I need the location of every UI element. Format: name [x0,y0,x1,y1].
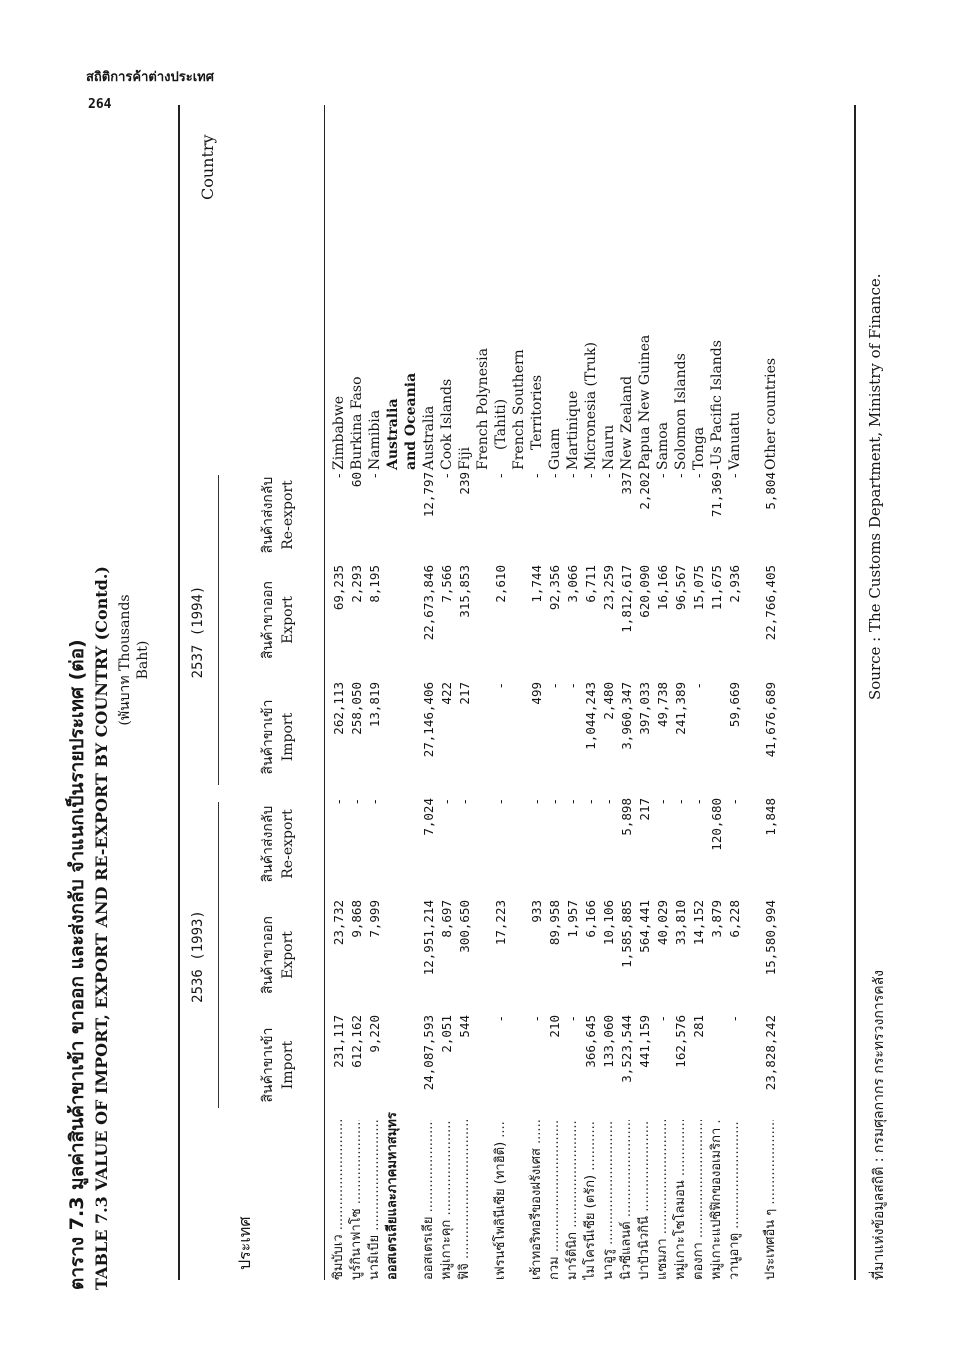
table-row [366,100,384,1300]
value-cell: 9,868 [349,900,364,938]
value-cell: 69,235 [331,565,346,611]
table-row [708,100,726,1300]
value-cell: - [331,472,346,480]
value-cell: - [691,682,706,690]
value-cell: 120,680 [709,798,724,851]
country-name-thai: กวม ..... [546,1120,564,1280]
value-cell: - [439,472,454,480]
section-row [402,100,420,1300]
value-cell: 1,812,617 [619,565,634,633]
table-body [330,100,780,1300]
running-head: สถิติการค้าต่างประเทศ [86,70,214,85]
country-name-thai: หมู่เกาะคุก ..... [438,1120,456,1280]
table-title-english: TABLE 7.3 VALUE OF IMPORT, EXPORT AND RE-EXPORT BY COUNTRY (Contd.) [92,566,111,1290]
country-name-english: Namibia [367,409,383,470]
value-cell: - [457,798,472,806]
value-cell: 71,369 [709,472,724,518]
value-cell: 217 [457,682,472,705]
country-name-english: Other countries [763,357,779,470]
col-label-thai: สินค้าส่งกลับ [260,805,276,883]
value-cell: 24,087,593 [421,1015,436,1091]
value-cell: - [367,472,382,480]
country-name-thai: ฟิจิ ..... [456,1120,474,1280]
value-cell: 397,033 [637,682,652,735]
value-cell: 1,044,243 [583,682,598,750]
source-english: Source : The Customs Department, Ministry of Finance. [866,273,884,700]
value-cell: 92,356 [547,565,562,611]
country-name-english: Guam [547,428,563,470]
section-row [384,100,402,1300]
col-import-1993 [258,1015,298,1115]
value-cell: - [727,472,742,480]
value-cell: 2,293 [349,565,364,603]
value-cell: 6,166 [583,900,598,938]
value-cell: 612,162 [349,1015,364,1068]
value-cell: - [583,798,598,806]
country-name-thai: นาอูรู ..... [600,1120,618,1280]
value-cell: - [673,472,688,480]
value-cell: 12,797 [421,472,436,518]
country-name-english: -Us Pacific Islands [709,340,725,470]
col-export-1994 [258,565,298,675]
value-cell: - [655,1015,670,1023]
value-cell: 1,585,885 [619,900,634,968]
country-name-english: French Southern [511,349,527,470]
value-cell: 1,957 [565,900,580,938]
value-cell: - [493,798,508,806]
value-cell: - [547,472,562,480]
value-cell: - [547,798,562,806]
value-cell: 7,999 [367,900,382,938]
country-name-thai: ปาปัวนิวกินี ..... [636,1120,654,1280]
col-label-english: Import [280,1040,296,1090]
table-row [672,100,690,1300]
value-cell: 241,389 [673,682,688,735]
value-cell: - [727,1015,742,1023]
unit-label: (พันบาท Thousands Baht) [117,594,151,726]
country-name-english: (Tahiti) [493,398,509,450]
value-cell: - [565,798,580,806]
col-reexport-1993 [258,798,298,890]
country-name-english: Solomon Islands [673,353,689,470]
value-cell: 1,848 [763,798,778,836]
value-cell: 933 [529,900,544,923]
col-label-english: Import [280,712,296,762]
country-name-thai: เซ้าทอริทอรี่ของฝรั่งเศส ..... [528,1120,546,1280]
value-cell: 7,566 [439,565,454,603]
value-cell: - [493,1015,508,1023]
value-cell: 60 [349,472,364,488]
value-cell: 3,960,347 [619,682,634,750]
col-label-thai: สินค้าขาออก [260,915,276,995]
col-export-1993 [258,900,298,1010]
value-cell: 2,480 [601,682,616,720]
table-row [474,100,492,1300]
value-cell: - [529,798,544,806]
value-cell: 40,029 [655,900,670,946]
value-cell: - [727,798,742,806]
table-row [636,100,654,1300]
country-name-english: Papua New Guinea [637,334,653,470]
country-name-thai: หมู่เกาะโซโลมอน ..... [672,1120,690,1280]
value-cell: 2,936 [727,565,742,603]
table-bottom-rule [854,105,856,1280]
country-name-thai: ไมโครนีเซีย (ตรัก) ..... [582,1120,600,1280]
table-row [420,100,438,1300]
source-thai: ที่มาแห่งข้อมูลสถิติ : กรมศุลกากร กระทรวงการคลัง [871,970,887,1280]
value-cell: 6,711 [583,565,598,603]
value-cell: 620,090 [637,565,652,618]
value-cell: 41,676,689 [763,682,778,758]
value-cell: 2,610 [493,565,508,603]
country-name-thai: มาร์ตินิก ..... [564,1120,582,1280]
value-cell: 499 [529,682,544,705]
table-row [726,100,744,1300]
table-row [618,100,636,1300]
col-label-english: Re-export [280,480,296,550]
year-1994-rule [218,475,219,785]
table-row [546,100,564,1300]
country-name-thai: หมู่เกาะแปซิฟิกของอเมริกา ..... [708,1120,726,1280]
value-cell: 8,697 [439,900,454,938]
country-name-english: French Polynesia [475,348,491,470]
value-cell: 22,673,846 [421,565,436,641]
value-cell: 15,075 [691,565,706,611]
value-cell: 27,146,406 [421,682,436,758]
value-cell: - [601,472,616,480]
value-cell: - [655,798,670,806]
value-cell: 564,441 [637,900,652,953]
value-cell: 2,051 [439,1015,454,1053]
col-label-english: Export [280,931,296,979]
value-cell: 8,195 [367,565,382,603]
value-cell: 258,050 [349,682,364,735]
table-row [492,100,510,1300]
country-name-thai: นิวซีแลนด์ ..... [618,1120,636,1280]
table-row [438,100,456,1300]
value-cell: 7,024 [421,798,436,836]
country-name-thai: เฟรนซ์โพลินีเซีย (ทาฮิติ) ..... [492,1120,510,1280]
value-cell: 1,744 [529,565,544,603]
value-cell: 366,645 [583,1015,598,1068]
table-row [330,100,348,1300]
country-name-thai: แซมภา ..... [654,1120,672,1280]
country-name-english: Nauru [601,424,617,470]
value-cell: - [529,472,544,480]
value-cell: 5,804 [763,472,778,510]
table-row [456,100,474,1300]
country-name-english: Samoa [655,422,671,470]
table-row [510,100,528,1300]
value-cell: 315,853 [457,565,472,618]
country-name-english: Burkina Faso [349,376,365,470]
value-cell: 89,958 [547,900,562,946]
value-cell: - [565,1015,580,1023]
country-name-english: Cook Islands [439,378,455,470]
value-cell: 17,223 [493,900,508,946]
col-label-english: Export [280,596,296,644]
value-cell: 337 [619,472,634,495]
col-reexport-1994 [258,472,298,558]
value-cell: 9,220 [367,1015,382,1053]
value-cell: 23,732 [331,900,346,946]
value-cell: 11,675 [709,565,724,611]
country-name-english: Australia [385,398,401,470]
country-name-thai: ออสเตรเลีย ..... [420,1120,438,1280]
value-cell: 281 [691,1015,706,1038]
value-cell: 133,060 [601,1015,616,1068]
col-label-thai: สินค้าส่งกลับ [260,476,276,554]
table-row [654,100,672,1300]
value-cell: - [691,472,706,480]
value-cell: 10,106 [601,900,616,946]
country-name-thai: ตองกา ..... [690,1120,708,1280]
value-cell: - [583,472,598,480]
value-cell: 16,166 [655,565,670,611]
value-cell: - [691,798,706,806]
col-label-thai: สินค้าขาออก [260,580,276,660]
value-cell: 3,523,544 [619,1015,634,1083]
value-cell: 22,766,405 [763,565,778,641]
value-cell: 49,738 [655,682,670,728]
country-name-english: Tonga [691,426,707,470]
col-label-thai: สินค้าขาเข้า [260,699,276,775]
country-name-thai: นามิเบีย ..... [366,1120,384,1280]
value-cell: - [349,798,364,806]
table-row [690,100,708,1300]
country-name-english: New Zealand [619,375,635,470]
value-cell: 13,819 [367,682,382,728]
value-cell: 6,228 [727,900,742,938]
value-cell: - [439,798,454,806]
value-cell: - [331,798,346,806]
table-row [582,100,600,1300]
col-label-thai: สินค้าขาเข้า [260,1027,276,1103]
value-cell: 162,576 [673,1015,688,1068]
country-name-english: Territories [529,374,545,450]
year-1994-header: 2537 (1994) [190,585,206,679]
col-import-1994 [258,682,298,792]
year-1993-header: 2536 (1993) [190,910,206,1003]
table-row [762,100,780,1300]
value-cell: - [673,798,688,806]
country-name-english: Micronesia (Truk) [583,342,599,470]
table-title-thai: ตาราง 7.3 มูลค่าสินค้าขาเข้า ขาออก และส่งกลับ จำแนกเป็นรายประเทศ (ต่อ) [66,639,88,1290]
value-cell: - [547,682,562,690]
value-cell: - [493,472,508,480]
value-cell: - [367,798,382,806]
country-name-english: Martinique [565,390,581,470]
table-row [600,100,618,1300]
header-country-english: Country [198,134,217,200]
value-cell: 15,580,994 [763,900,778,976]
value-cell: 441,159 [637,1015,652,1068]
country-name-thai: บูร์กินาฟาโซ ..... [348,1120,366,1280]
page-number: 264 [88,97,112,112]
value-cell: 239 [457,472,472,495]
country-name-english: Fiji [457,446,473,470]
table-top-rule [178,105,180,1280]
rotated-table-page [60,80,887,1300]
value-cell: 23,259 [601,565,616,611]
country-name-english: Zimbabwe [331,395,347,470]
country-name-english: Vanuatu [727,411,743,470]
value-cell: - [529,1015,544,1023]
value-cell: 12,951,214 [421,900,436,976]
country-name-thai: ออสเตรเลียและภาคมหาสมุทร [385,1112,400,1280]
value-cell: - [655,472,670,480]
value-cell: 300,650 [457,900,472,953]
value-cell: - [565,472,580,480]
value-cell: 14,152 [691,900,706,946]
value-cell: 2,202 [637,472,652,510]
value-cell: - [601,798,616,806]
value-cell: 5,898 [619,798,634,836]
table-row [564,100,582,1300]
value-cell: 231,117 [331,1015,346,1068]
value-cell: 3,066 [565,565,580,603]
value-cell: 96,567 [673,565,688,611]
value-cell: 210 [547,1015,562,1038]
col-label-english: Re-export [280,809,296,879]
table-row [744,100,762,1300]
country-name-english: Australia [421,405,437,470]
country-name-thai: วานูอาตู ..... [726,1120,744,1280]
table-row [528,100,546,1300]
value-cell: 59,669 [727,682,742,728]
value-cell: - [493,682,508,690]
value-cell: 544 [457,1015,472,1038]
value-cell: - [565,682,580,690]
country-name-thai: ซิมบับเว ..... [330,1120,348,1280]
table-row [348,100,366,1300]
value-cell: 23,828,242 [763,1015,778,1091]
value-cell: 262,113 [331,682,346,735]
header-country-thai: ประเทศ [235,1216,254,1270]
country-name-english: and Oceania [403,372,419,470]
year-1993-rule [218,802,219,1108]
header-bottom-rule [324,105,325,1280]
value-cell: 3,879 [709,900,724,938]
country-name-thai: ประเทศอื่น ๆ ..... [762,1120,780,1280]
value-cell: 422 [439,682,454,705]
value-cell: 217 [637,798,652,821]
value-cell: 33,810 [673,900,688,946]
